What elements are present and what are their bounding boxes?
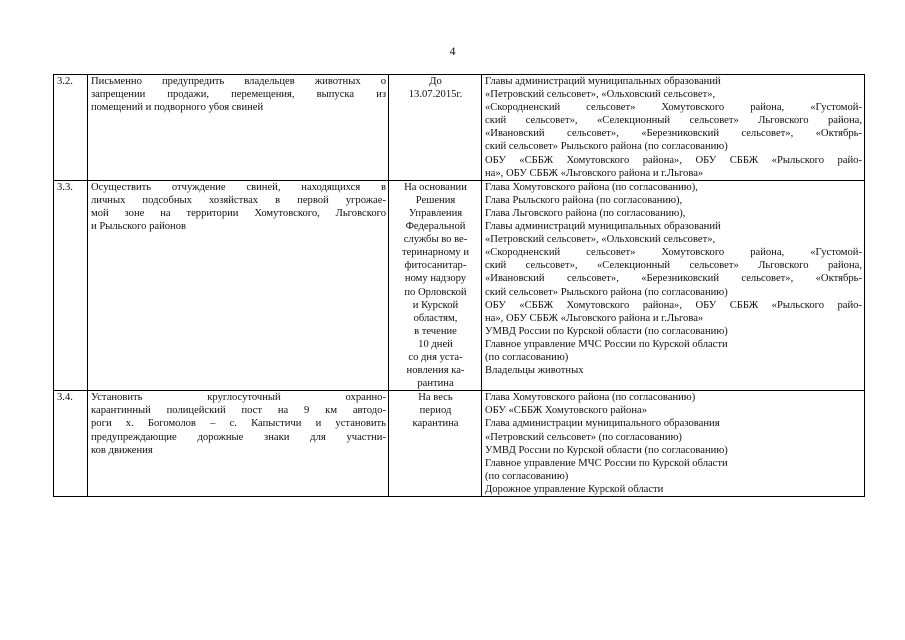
- action-line: личных подсобных хозяйствах в первой угрожае-: [91, 194, 386, 206]
- responsible-line: ский сельсовет», «Селекционный сельсовет» Льговского района,: [485, 260, 862, 272]
- term-line: карантина: [412, 418, 459, 430]
- term-line: и Курской: [412, 299, 459, 311]
- action-line: предупреждающие дорожные знаки для участни-: [91, 431, 386, 443]
- responsible-line: ОБУ «СББЖ Хомутовского района», ОБУ СББЖ «Рыльского райо-: [485, 299, 862, 311]
- responsible-line: «Скородненский сельсовет» Хомутовского района, «Густомой-: [485, 247, 862, 259]
- term-line: по Орловской: [404, 286, 467, 298]
- responsible-line: ОБУ «СББЖ Хомутовского района», ОБУ СББЖ «Рыльского райо-: [485, 154, 862, 166]
- responsible-line: Главное управление МЧС России по Курской области: [485, 457, 728, 469]
- term-line: Управления: [408, 207, 463, 219]
- responsible-cell: [482, 180, 865, 391]
- term-line: рантина: [417, 378, 454, 390]
- term-line: На весь: [418, 392, 453, 404]
- action-line: Установить круглосуточный охранно-: [91, 392, 386, 404]
- responsible-line: Владельцы животных: [485, 365, 584, 377]
- term-line: На основании: [404, 181, 467, 193]
- term-line: теринарному и: [401, 247, 470, 259]
- action-line: помещений и подворного убоя свиней: [91, 102, 264, 114]
- action-line: ков движения: [91, 444, 153, 456]
- item-number: 3.3.: [54, 180, 88, 391]
- action-cell: [88, 391, 389, 497]
- responsible-line: Главы администраций муниципальных образований: [485, 221, 721, 233]
- term-line: службы во ве-: [403, 234, 468, 246]
- responsible-line: Глава Хомутовского района (по согласованию),: [485, 181, 698, 193]
- term-line: период: [419, 405, 452, 417]
- responsible-line: «Петровский сельсовет», «Ольховский сельсовет»,: [485, 234, 716, 246]
- action-line: и Рыльского районов: [91, 221, 187, 233]
- responsible-line: Дорожное управление Курской области: [485, 483, 664, 495]
- term-line: 13.07.2015г.: [408, 89, 463, 101]
- responsible-line: Глава Хомутовского района (по согласованию): [485, 392, 696, 404]
- term-line: новления ка-: [406, 365, 465, 377]
- item-number: 3.2.: [54, 75, 88, 181]
- responsible-line: на», ОБУ СББЖ «Льговского района и г.Льгова»: [485, 167, 704, 179]
- item-number: 3.4.: [54, 391, 88, 497]
- term-line: в течение: [414, 325, 457, 337]
- action-line: роги х. Богомолов – с. Капыстичи и установить: [91, 418, 386, 430]
- term-line: До: [429, 76, 442, 87]
- table-row: [54, 180, 865, 391]
- responsible-line: «Петровский сельсовет» (по согласованию): [485, 431, 682, 443]
- action-cell: [88, 180, 389, 391]
- action-line: Осуществить отчуждение свиней, находящихся в: [91, 181, 386, 193]
- term-line: Федеральной: [405, 221, 466, 233]
- responsible-line: «Петровский сельсовет», «Ольховский сельсовет»,: [485, 89, 716, 101]
- responsible-line: ский сельсовет» Рыльского района (по согласованию): [485, 286, 728, 298]
- term-line: фитосанитар-: [404, 260, 467, 272]
- responsible-line: УМВД России по Курской области (по согласованию): [485, 444, 728, 456]
- responsible-line: Глава Рыльского района (по согласованию),: [485, 194, 683, 206]
- responsible-line: (по согласованию): [485, 470, 569, 482]
- responsible-line: УМВД России по Курской области (по согласованию): [485, 325, 728, 337]
- responsible-line: Главы администраций муниципальных образований: [485, 76, 721, 87]
- term-line: 10 дней: [418, 338, 453, 350]
- responsible-line: Глава Льговского района (по согласованию),: [485, 207, 686, 219]
- responsible-line: ский сельсовет», «Селекционный сельсовет» Льговского района,: [485, 115, 862, 127]
- responsible-line: ОБУ «СББЖ Хомутовского района»: [485, 405, 647, 417]
- measures-table: [53, 74, 865, 497]
- term-cell: [389, 391, 482, 497]
- action-line: карантинный полицейский пост на 9 км автодо-: [91, 405, 386, 417]
- responsible-line: на», ОБУ СББЖ «Льговского района и г.Льгова»: [485, 312, 704, 324]
- page-number: 4: [449, 44, 456, 58]
- term-line: областям,: [413, 312, 458, 324]
- action-cell: [88, 75, 389, 181]
- table-row: [54, 75, 865, 181]
- responsible-line: «Скородненский сельсовет» Хомутовского района, «Густомой-: [485, 102, 862, 114]
- responsible-cell: [482, 391, 865, 497]
- responsible-line: Глава администрации муниципального образования: [485, 418, 720, 430]
- responsible-line: «Ивановский сельсовет», «Березниковский сельсовет», «Октябрь-: [485, 128, 862, 140]
- term-cell: [389, 180, 482, 391]
- term-cell: [389, 75, 482, 181]
- responsible-line: «Ивановский сельсовет», «Березниковский сельсовет», «Октябрь-: [485, 273, 862, 285]
- action-line: мой зоне на территории Хомутовского, Льговского: [91, 207, 386, 219]
- term-line: Решения: [415, 194, 456, 206]
- responsible-cell: [482, 75, 865, 181]
- action-line: запрещении продажи, перемещения, выпуска из: [91, 89, 386, 101]
- term-line: ному надзору: [404, 273, 467, 285]
- responsible-line: (по согласованию): [485, 351, 569, 363]
- responsible-line: ский сельсовет» Рыльского района (по согласованию): [485, 141, 728, 153]
- responsible-line: Главное управление МЧС России по Курской области: [485, 338, 728, 350]
- term-line: со дня уста-: [408, 351, 463, 363]
- action-line: Письменно предупредить владельцев животных о: [91, 76, 386, 87]
- table-row: [54, 391, 865, 497]
